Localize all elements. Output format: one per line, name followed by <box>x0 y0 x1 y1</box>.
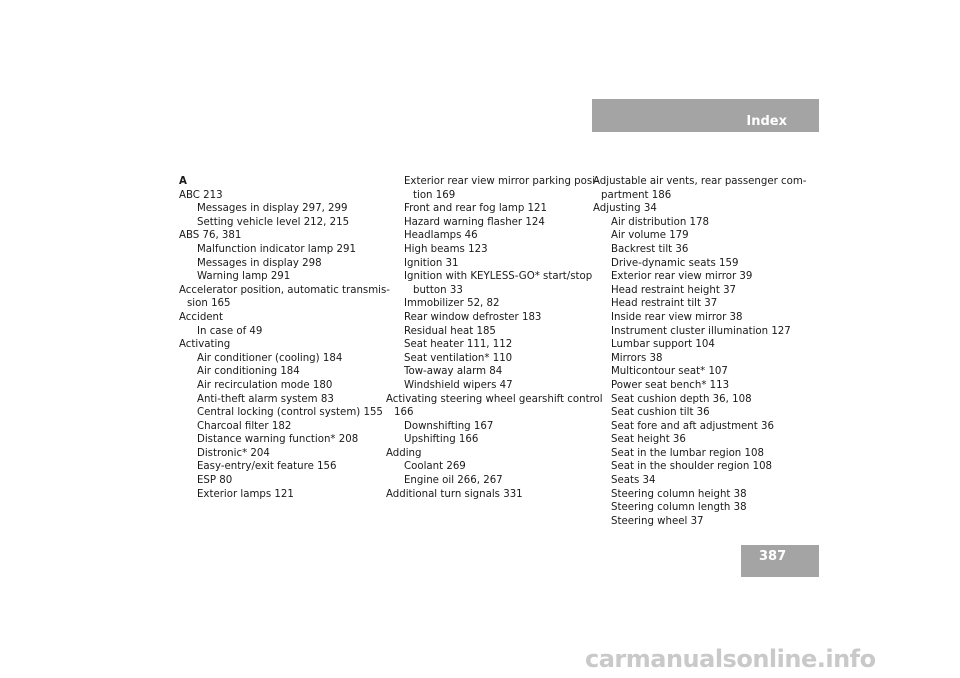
index-entry: Immobilizer 52, 82 <box>404 298 500 310</box>
index-entry: Steering wheel 37 <box>611 515 704 527</box>
index-entry: Steering column height 38 <box>611 488 747 500</box>
index-entry: Distance warning function* 208 <box>197 434 359 446</box>
index-entry: Windshield wipers 47 <box>404 379 513 391</box>
index-entry: Accident <box>179 311 224 323</box>
index-entry: Additional turn signals 331 <box>386 488 523 500</box>
index-entry: Seat cushion tilt 36 <box>611 407 710 419</box>
index-entry: Front and rear fog lamp 121 <box>404 203 547 215</box>
index-entry: Setting vehicle level 212, 215 <box>197 216 350 228</box>
page-title: Index <box>746 114 787 129</box>
index-entry: Power seat bench* 113 <box>611 379 730 391</box>
index-entry: Inside rear view mirror 38 <box>611 311 743 323</box>
index-entry: Adjustable air vents, rear passenger com- <box>593 176 807 187</box>
index-entry: Air conditioner (cooling) 184 <box>197 352 343 364</box>
index-entry: Drive-dynamic seats 159 <box>611 257 739 269</box>
index-entry: Backrest tilt 36 <box>611 243 689 255</box>
index-entry: Exterior lamps 121 <box>197 488 294 500</box>
index-entry: Activating steering wheel gearshift control <box>386 393 603 405</box>
watermark-text: carmanualsonline.info <box>585 645 876 673</box>
index-entry: Charcoal filter 182 <box>197 420 292 432</box>
index-entry: Distronic* 204 <box>197 447 270 459</box>
index-entry: Accelerator position, automatic transmis- <box>179 284 390 296</box>
index-entry: Air conditioning 184 <box>197 366 300 378</box>
index-column-3 <box>593 175 807 528</box>
index-entry: tion 169 <box>413 189 456 201</box>
index-entry: ABC 213 <box>179 189 223 201</box>
index-entry: Ignition with KEYLESS-GO* start/stop <box>404 271 593 283</box>
index-entry: Downshifting 167 <box>404 420 494 432</box>
index-entry: ABS 76, 381 <box>179 230 242 242</box>
index-entry: Messages in display 297, 299 <box>197 203 348 215</box>
index-entry: Upshifting 166 <box>404 434 479 446</box>
index-entry: Hazard warning flasher 124 <box>404 216 545 228</box>
index-entry: Tow-away alarm 84 <box>404 366 503 378</box>
header-bar <box>592 99 819 132</box>
index-entry: Anti-theft alarm system 83 <box>197 393 334 405</box>
index-entry: Instrument cluster illumination 127 <box>611 325 791 337</box>
index-entry: Head restraint tilt 37 <box>611 298 718 310</box>
index-entry: partment 186 <box>601 189 672 201</box>
index-entry: Air volume 179 <box>611 230 689 242</box>
index-entry: Exterior rear view mirror parking posi- <box>404 176 599 187</box>
index-entry: Rear window defroster 183 <box>404 311 542 323</box>
index-entry: In case of 49 <box>197 325 263 337</box>
index-entry: Exterior rear view mirror 39 <box>611 271 753 283</box>
index-entry: Adjusting 34 <box>593 203 657 215</box>
index-entry: Seat in the shoulder region 108 <box>611 461 773 473</box>
index-entry: ESP 80 <box>197 475 233 487</box>
index-entry: Seat cushion depth 36, 108 <box>611 393 752 405</box>
index-column-2 <box>386 175 603 501</box>
page-number: 387 <box>759 549 787 564</box>
index-entry: button 33 <box>413 284 463 296</box>
index-entry: Easy-entry/exit feature 156 <box>197 461 337 473</box>
index-entry: Lumbar support 104 <box>611 339 715 351</box>
index-entry: Messages in display 298 <box>197 257 322 269</box>
index-entry: Seat height 36 <box>611 434 686 446</box>
index-entry: Air recirculation mode 180 <box>197 379 333 391</box>
index-entry: Malfunction indicator lamp 291 <box>197 243 356 255</box>
index-entry: Mirrors 38 <box>611 352 663 364</box>
index-entry: Seats 34 <box>611 475 656 487</box>
index-entry: sion 165 <box>187 298 231 310</box>
index-entry: Activating <box>179 339 231 351</box>
index-entry: Seat fore and aft adjustment 36 <box>611 420 774 432</box>
index-entry: Seat heater 111, 112 <box>404 339 513 351</box>
index-entry: Head restraint height 37 <box>611 284 737 296</box>
index-entry: Air distribution 178 <box>611 216 709 228</box>
index-entry: Multicontour seat* 107 <box>611 366 728 378</box>
index-entry: Coolant 269 <box>404 461 466 473</box>
index-column-1 <box>179 175 390 501</box>
index-letter-heading: A <box>179 176 187 187</box>
index-entry: Seat ventilation* 110 <box>404 352 513 364</box>
index-entry: 166 <box>394 407 414 419</box>
index-entry: Central locking (control system) 155 <box>197 407 383 419</box>
index-entry: Ignition 31 <box>404 257 459 269</box>
index-entry: Engine oil 266, 267 <box>404 475 503 487</box>
index-entry: Warning lamp 291 <box>197 271 291 283</box>
index-entry: Residual heat 185 <box>404 325 496 337</box>
index-entry: Headlamps 46 <box>404 230 478 242</box>
index-entry: Steering column length 38 <box>611 502 747 514</box>
index-entry: Adding <box>386 447 422 459</box>
index-entry: Seat in the lumbar region 108 <box>611 447 764 459</box>
index-entry: High beams 123 <box>404 243 488 255</box>
page-number-tab <box>741 545 819 577</box>
